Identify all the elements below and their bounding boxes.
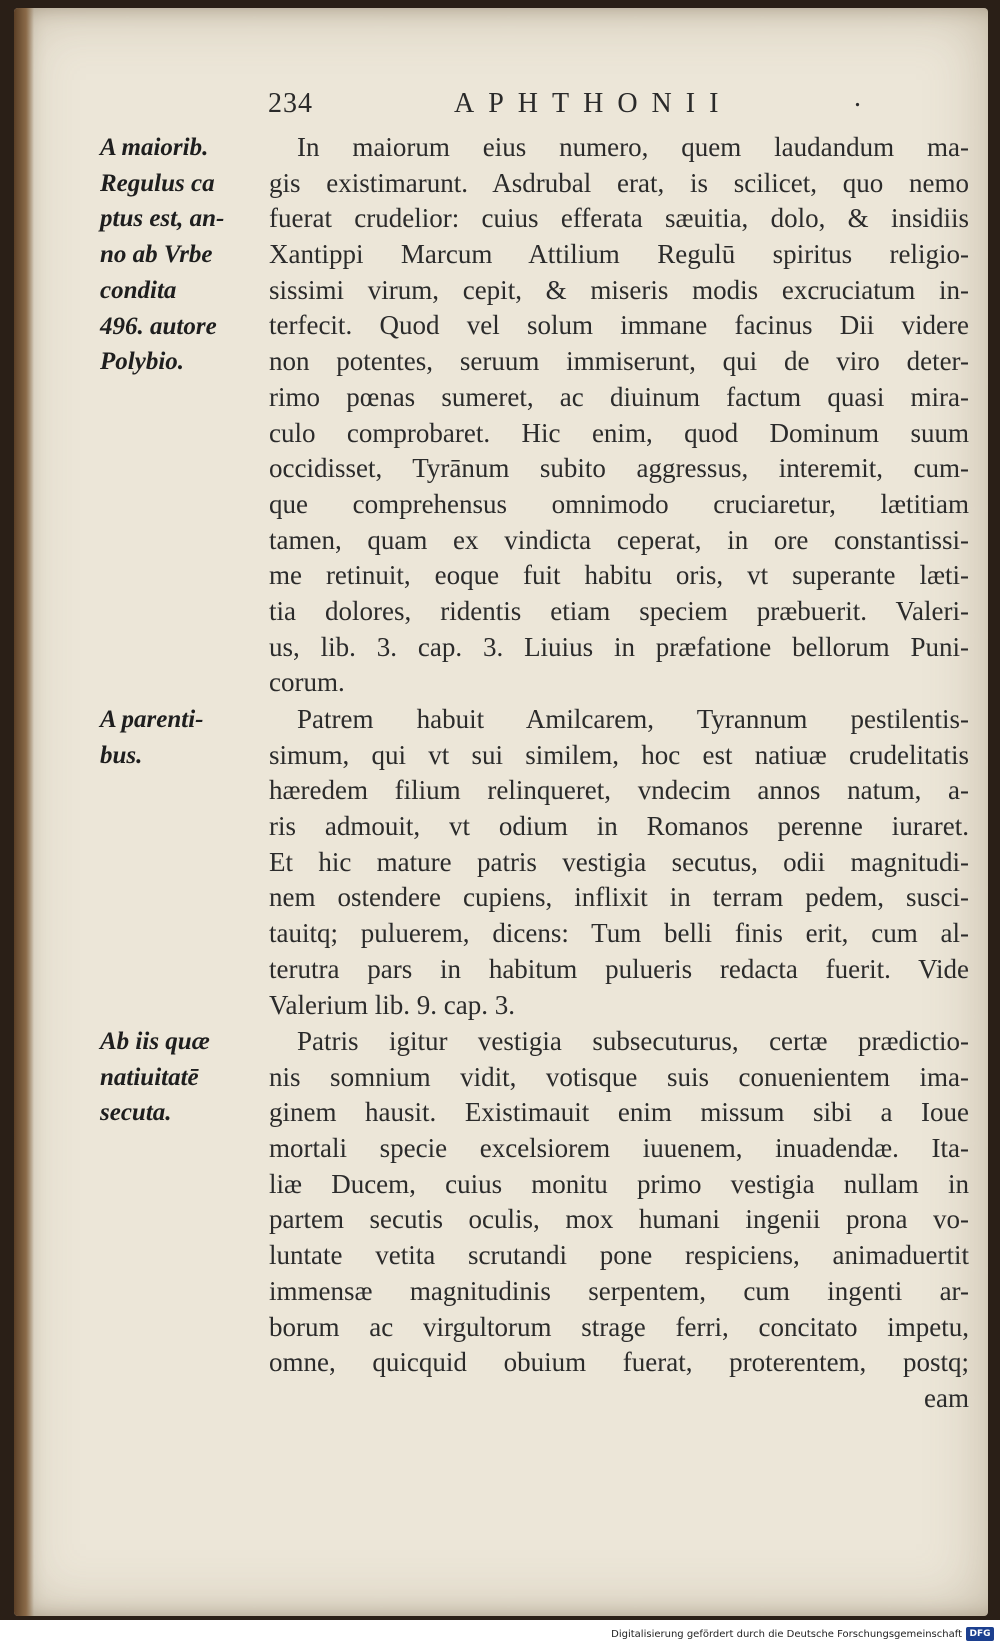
margin-note-line: bus. bbox=[100, 741, 143, 769]
paragraph-patrem bbox=[269, 702, 969, 1023]
text-line: liæ Ducem, cuius monitu primo vestigia nullam in bbox=[269, 1168, 969, 1199]
text-line: nis somnium vidit, votisque suis conuenientem ima- bbox=[269, 1061, 969, 1092]
margin-note-line: natiuitatē bbox=[100, 1063, 199, 1091]
text-line: tauitq; puluerem, dicens: Tum belli finis erit, cum al- bbox=[269, 918, 969, 949]
page-number: 234 bbox=[268, 88, 313, 119]
running-head bbox=[254, 82, 908, 124]
catchword: eam bbox=[924, 1382, 969, 1413]
margin-note-a-maioribus bbox=[100, 130, 260, 380]
text-line: me retinuit, eoque fuit habitu oris, vt superante læti- bbox=[269, 560, 969, 591]
text-line: culo comprobaret. Hic enim, quod Dominum suum bbox=[269, 417, 969, 448]
text-line: luntate vetita scrutandi pone respiciens, animaduertit bbox=[269, 1240, 969, 1271]
text-line: occidisset, Tyrānum subito aggressus, interemit, cum- bbox=[269, 453, 969, 484]
paragraph-patris bbox=[269, 1024, 969, 1417]
margin-note-line: 496. autore bbox=[100, 312, 217, 340]
text-line: ginem hausit. Existimauit enim missum sibi a Ioue bbox=[269, 1097, 969, 1128]
text-line: terfecit. Quod vel solum immane facinus Dii videre bbox=[269, 310, 969, 341]
margin-note-line: Regulus ca bbox=[100, 169, 215, 197]
margin-note-a-parentibus bbox=[100, 702, 260, 773]
footer-bar bbox=[0, 1620, 1000, 1651]
text-line: fuerat crudelior: cuius efferata sæuitia, dolo, & insidiis bbox=[269, 203, 969, 234]
margin-note-line: no ab Vrbe bbox=[100, 241, 213, 269]
text-line: hæredem filium relinqueret, vndecim annos natum, a- bbox=[269, 775, 969, 806]
margin-note-line: ptus est, an- bbox=[100, 205, 225, 233]
margin-note-ab-iis bbox=[100, 1024, 260, 1131]
margin-note-line: secuta. bbox=[100, 1099, 172, 1127]
margin-note-line: Ab iis quæ bbox=[100, 1028, 210, 1055]
text-line: non potentes, seruum immiserunt, qui de viro deter- bbox=[269, 346, 969, 377]
text-line: terutra pars in habitum pulueris redacta fuerit. Vide bbox=[269, 953, 969, 984]
text-line: tamen, quam ex vindicta ceperat, in ore constantissi- bbox=[269, 524, 969, 555]
text-line: omne, quicquid obuium fuerat, proterentem, postq; bbox=[269, 1347, 969, 1378]
running-head-ornament: . bbox=[854, 82, 861, 113]
text-line: Valerium lib. 9. cap. 3. bbox=[269, 989, 515, 1020]
text-line: tia dolores, ridentis etiam speciem præbuerit. Valeri- bbox=[269, 595, 969, 626]
text-line: sissimi virum, cepit, & miseris modis excruciatum in- bbox=[269, 274, 969, 305]
text-line: que comprehensus omnimodo cruciaretur, lætitiam bbox=[269, 488, 969, 519]
margin-note-line: A maiorib. bbox=[100, 134, 209, 161]
text-line: nem ostendere cupiens, inflixit in terram pedem, susci- bbox=[269, 882, 969, 913]
text-line: gis existimarunt. Asdrubal erat, is scilicet, quo nemo bbox=[269, 167, 969, 198]
footer-credit[interactable]: Digitalisierung gefördert durch die Deutsche Forschungsgemeinschaft bbox=[611, 1629, 962, 1640]
text-line: corum. bbox=[269, 667, 345, 698]
text-line: Patris igitur vestigia subsecuturus, certæ prædictio- bbox=[297, 1026, 969, 1056]
dfg-logo[interactable]: DFG bbox=[966, 1627, 994, 1641]
text-line: Patrem habuit Amilcarem, Tyrannum pestilentis- bbox=[297, 704, 969, 734]
text-line: mortali specie excelsiorem iuuenem, inuadendæ. Ita- bbox=[269, 1133, 969, 1164]
running-head-title: APHTHONII bbox=[454, 88, 733, 119]
text-line: borum ac virgultorum strage ferri, concitato impetu, bbox=[269, 1311, 969, 1342]
text-line: Et hic mature patris vestigia secutus, odii magnitudi- bbox=[269, 846, 969, 877]
text-line: immensæ magnitudinis serpentem, cum ingenti ar- bbox=[269, 1275, 969, 1306]
margin-note-line: Polybio. bbox=[100, 348, 185, 376]
paragraph-maiorum bbox=[269, 130, 969, 701]
text-line: In maiorum eius numero, quem laudandum ma- bbox=[297, 132, 969, 162]
text-line: rimo pœnas sumeret, ac diuinum factum quasi mira- bbox=[269, 381, 969, 412]
book-page bbox=[14, 8, 988, 1616]
text-line: partem secutis oculis, mox humani ingenii prona vo- bbox=[269, 1204, 969, 1235]
margin-note-line: condita bbox=[100, 276, 177, 304]
page-binding-edge bbox=[14, 8, 34, 1616]
text-line: ris admouit, vt odium in Romanos perenne iuraret. bbox=[269, 811, 969, 842]
text-line: us, lib. 3. cap. 3. Liuius in præfatione bellorum Puni- bbox=[269, 631, 969, 662]
margin-note-line: A parenti- bbox=[100, 706, 204, 733]
text-line: Xantippi Marcum Attilium Regulū spiritus religio- bbox=[269, 239, 969, 270]
text-line: simum, qui vt sui similem, hoc est natiuæ crudelitatis bbox=[269, 739, 969, 770]
